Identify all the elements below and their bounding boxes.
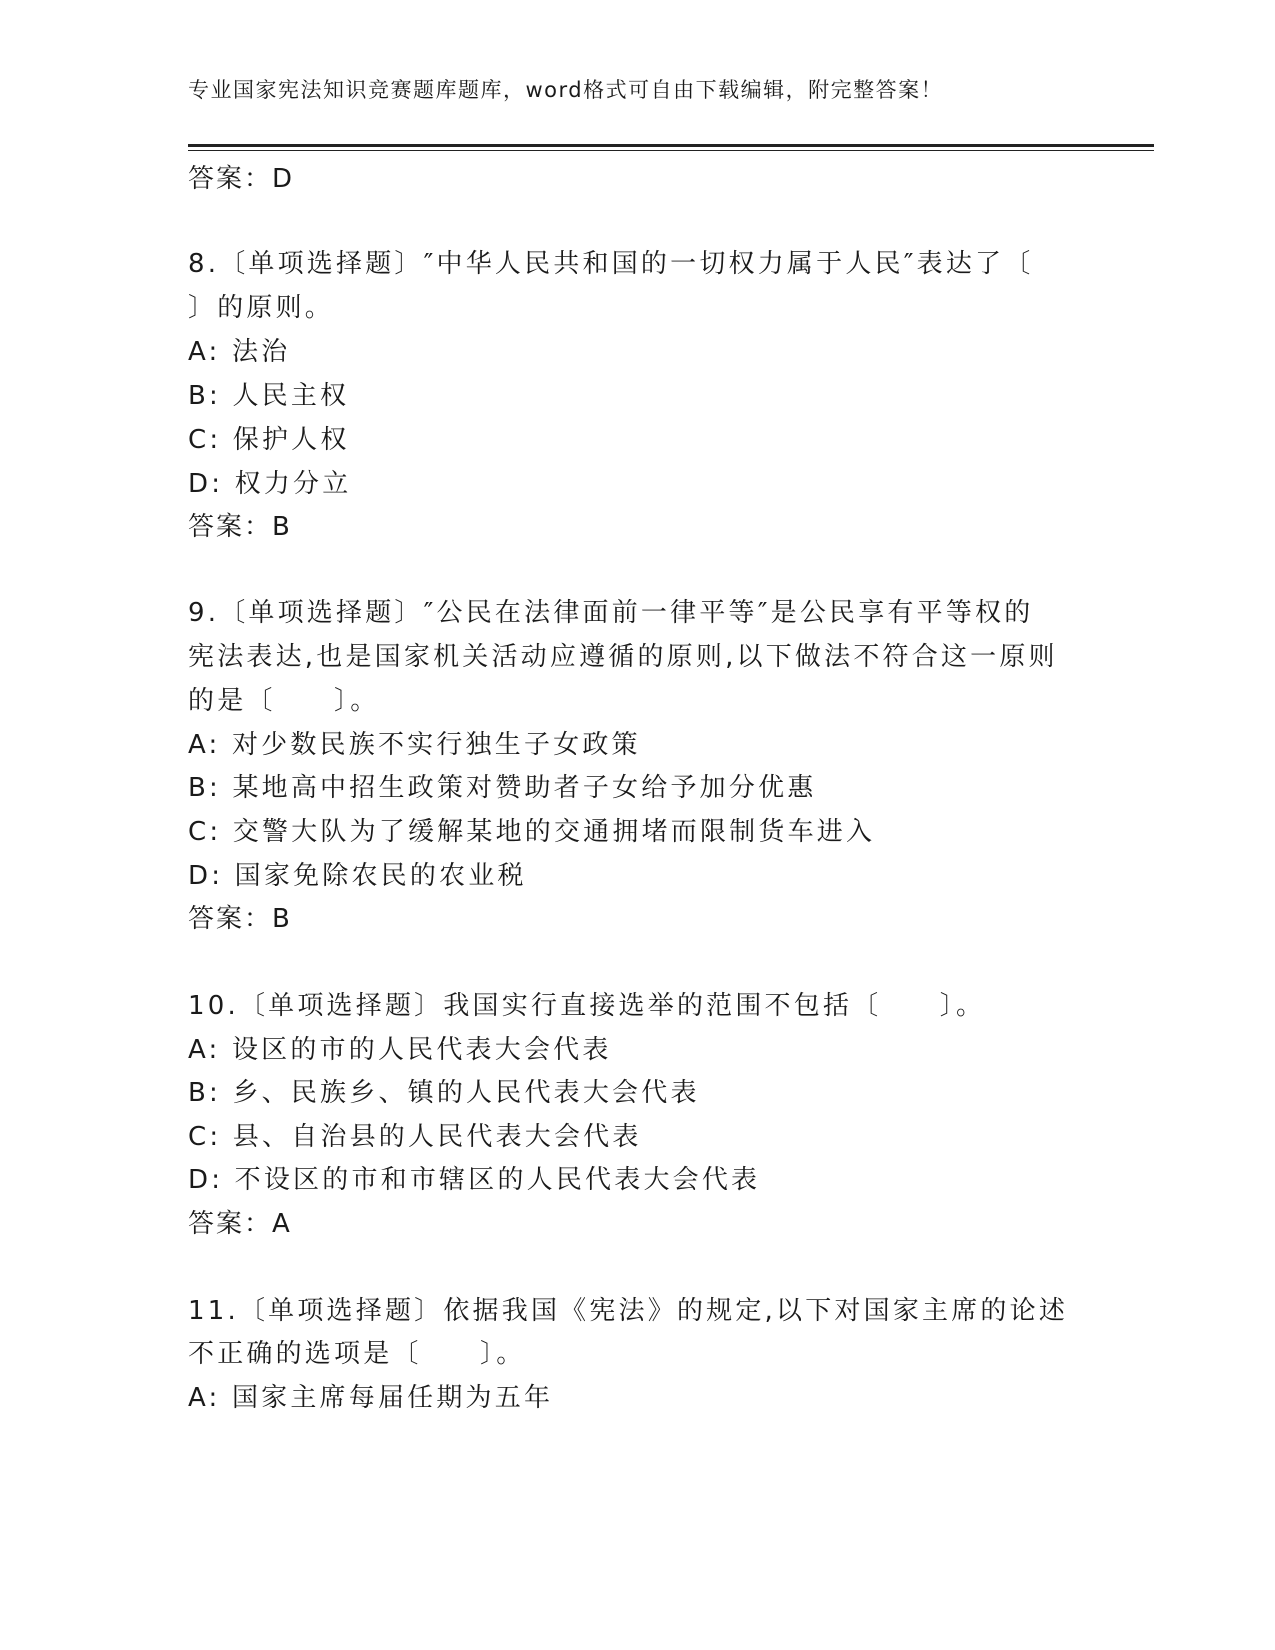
- option-a: A: 设区的市的人民代表大会代表: [188, 1035, 612, 1065]
- question-stem-line: 8.〔单项选择题〕″中华人民共和国的一切权力属于人民″表达了〔: [188, 249, 1034, 279]
- previous-answer: 答案：D: [188, 164, 295, 194]
- option-b: B: 人民主权: [188, 381, 350, 411]
- option-c: C: 县、自治县的人民代表大会代表: [188, 1122, 642, 1152]
- option-d: D: 不设区的市和市辖区的人民代表大会代表: [188, 1165, 761, 1195]
- question-stem-line: 11.〔单项选择题〕依据我国《宪法》的规定,以下对国家主席的论述: [188, 1296, 1069, 1326]
- header-rule-thick: [188, 144, 1154, 147]
- option-a: A: 对少数民族不实行独生子女政策: [188, 730, 641, 760]
- question-stem-line: 的是〔 〕。: [188, 686, 380, 716]
- answer: 答案：A: [188, 1209, 292, 1239]
- option-d: D: 权力分立: [188, 469, 352, 499]
- option-b: B: 乡、民族乡、镇的人民代表大会代表: [188, 1078, 700, 1108]
- question-stem-line: 10.〔单项选择题〕我国实行直接选举的范围不包括〔 〕。: [188, 991, 986, 1021]
- page-header: 专业国家宪法知识竞赛题库题库，word格式可自由下载编辑，附完整答案！: [188, 78, 944, 102]
- option-d: D: 国家免除农民的农业税: [188, 861, 527, 891]
- option-a: A: 法治: [188, 337, 291, 367]
- option-c: C: 保护人权: [188, 425, 350, 455]
- option-a: A: 国家主席每届任期为五年: [188, 1383, 554, 1413]
- question-stem-line: 〕的原则。: [188, 293, 335, 323]
- answer: 答案：B: [188, 512, 292, 542]
- question-stem-line: 不正确的选项是〔 〕。: [188, 1339, 526, 1369]
- header-rule-thin: [188, 150, 1154, 151]
- option-b: B: 某地高中招生政策对赞助者子女给予加分优惠: [188, 773, 817, 803]
- answer: 答案：B: [188, 904, 292, 934]
- question-stem-line: 宪法表达,也是国家机关活动应遵循的原则,以下做法不符合这一原则: [188, 642, 1058, 672]
- question-stem-line: 9.〔单项选择题〕″公民在法律面前一律平等″是公民享有平等权的: [188, 598, 1034, 628]
- option-c: C: 交警大队为了缓解某地的交通拥堵而限制货车进入: [188, 817, 876, 847]
